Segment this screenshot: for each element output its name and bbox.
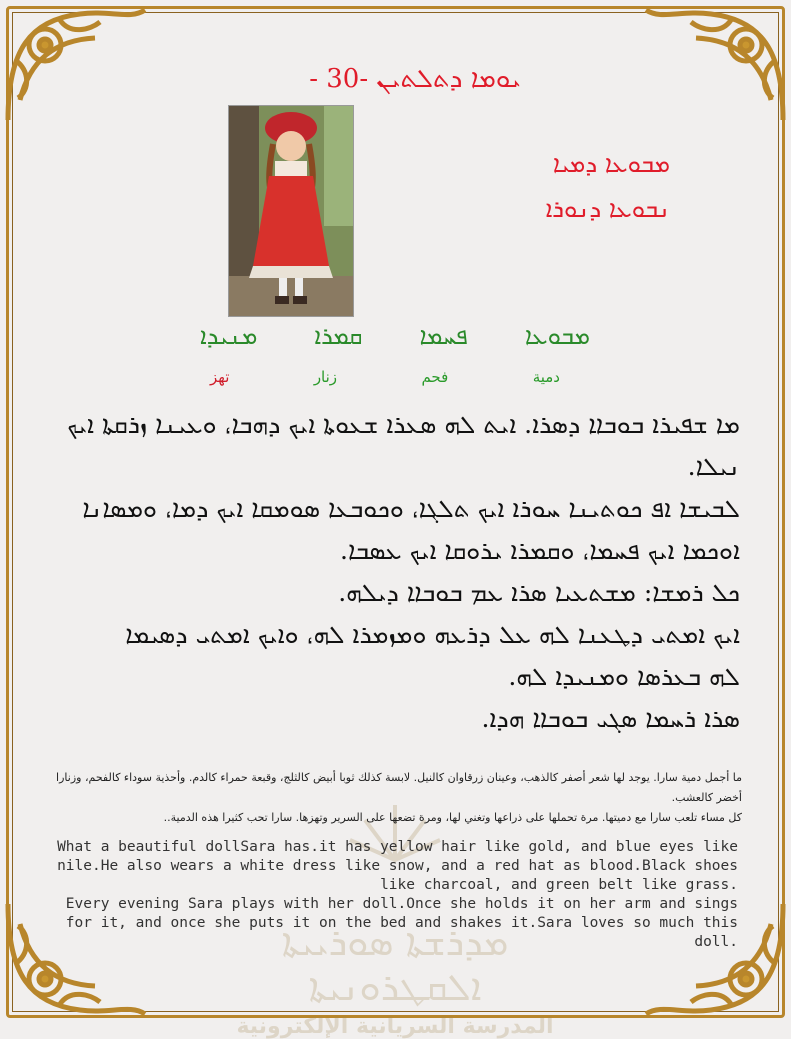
- arabic-paragraph: كل مساء تلعب سارا مع دميتها. مرة تحملها على ذراعها وتغني لها، ومرة تضعها على السرير وتهزها. سارا تحب كثيرا هذه الدمية..: [163, 811, 742, 824]
- vocab-word: ܦܚܡܐ: [419, 322, 468, 350]
- ornament-corner-icon: [0, 0, 150, 130]
- english-paragraph: What a beautiful dollSara has.it has yellow hair like gold, and blue eyes like nile.He also wears a white dress like snow, and a red hat as blood.Black shoes like charcoal, and green belt like grass.: [57, 839, 738, 893]
- watermark-syriac: ܡܕܪܫܬܐ ܣܘܪܝܝܬܐ ܐܠܩܛܪܘܢܝܬܐ: [281, 920, 509, 1009]
- vocab-gloss: فحم: [421, 368, 449, 386]
- syriac-paragraph: ܠܒܝܫܐ ܐܦ ܟܘܬܝܢܐ ܚܘܪܐ ܐܝܟ ܬܠܓܐ، ܘܟܘܒܥܐ ܣܘܡܩܐ ܐܝܟ ܕܡܐ، ܘܡܣܐܢܐ ܐܘܟܡܐ ܐܝܟ ܦܚܡܐ، ܘܩܡܪܐ ܝܪܘܩܐ ܐܝܟ ܥܣܒܐ.: [82, 494, 740, 565]
- syriac-paragraph: ܣܪܐ ܪܚܡܐ ܣܓܝ ܒܘܒܐܐ ܗܕܐ.: [481, 704, 740, 733]
- vocab-word: ܩܡܪܐ: [314, 322, 363, 350]
- english-translation: [50, 838, 738, 952]
- syriac-paragraph: ܠܗ ܒܥܪܣܐ ܘܡܢܝܕܐ ܠܗ.: [508, 662, 740, 691]
- syriac-paragraph: ܡܐ ܫܦܝܪܐ ܒܘܒܐܐ ܕܣܪܐ. ܐܝܬ ܠܗ ܣܥܪܐ ܫܥܘܬܐ ܐܝܟ ܕܗܒܐ، ܘܥܝܢܐ ܙܪܩܬܐ ܐܝܟ ܢܝܠܐ.: [67, 410, 740, 481]
- vocab-word: ܡܒܘܥܐ: [524, 322, 590, 350]
- watermark-arabic: المدرسة السريانية الإلكترونية: [236, 1014, 554, 1039]
- english-paragraph: Every evening Sara plays with her doll.Once she holds it on her arm and sings for it, and once she puts it on the bed and shakes it.Sara loves so much this doll.: [65, 896, 738, 950]
- ornament-corner-icon: [641, 0, 791, 130]
- vocab-word: ܡܢܝܕܐ: [200, 322, 258, 350]
- doll-photo: [228, 105, 354, 317]
- vocab-gloss: تهز: [210, 368, 230, 386]
- subtitle-1: ܡܒܘܥܐ ܕܡܝܐ: [552, 150, 670, 178]
- lesson-title: ܝܘܡܐ ܕܬܠܬܝܢ -30 -: [309, 64, 521, 94]
- arabic-paragraph: ما أجمل دمية سارا. يوجد لها شعر أصفر كالذهب، وعينان زرقاوان كالنيل. لابسة كذلك ثوبا أبيض كالثلج، وقبعة حمراء كالدم. وأحذية سوداء كالفحم، وزنارا أخضر كالعشب.: [56, 771, 742, 804]
- subtitle-2: ܢܒܘܥܐ ܕܢܘܪܐ: [545, 195, 670, 223]
- arabic-translation: [52, 768, 742, 828]
- syriac-paragraph: ܐܝܟ ܐܡܬܝ ܕܛܥܢܐ ܠܗ ܥܠ ܕܪܥܗ ܘܡܙܡܪܐ ܠܗ، ܘܐܝܟ ܐܡܬܝ ܕܣܝܡܐ: [125, 620, 740, 649]
- syriac-paragraph: ܟܠ ܪܡܫܐ: ܡܫܬܥܝܐ ܣܪܐ ܥܡ ܒܘܒܐܐ ܕܝܠܗ.: [338, 578, 740, 607]
- vocab-gloss: زنار: [313, 368, 338, 386]
- syriac-story: [50, 404, 740, 740]
- vocab-gloss: دمية: [532, 368, 560, 386]
- vocabulary-words: [200, 322, 590, 350]
- vocabulary-glosses: [210, 368, 560, 386]
